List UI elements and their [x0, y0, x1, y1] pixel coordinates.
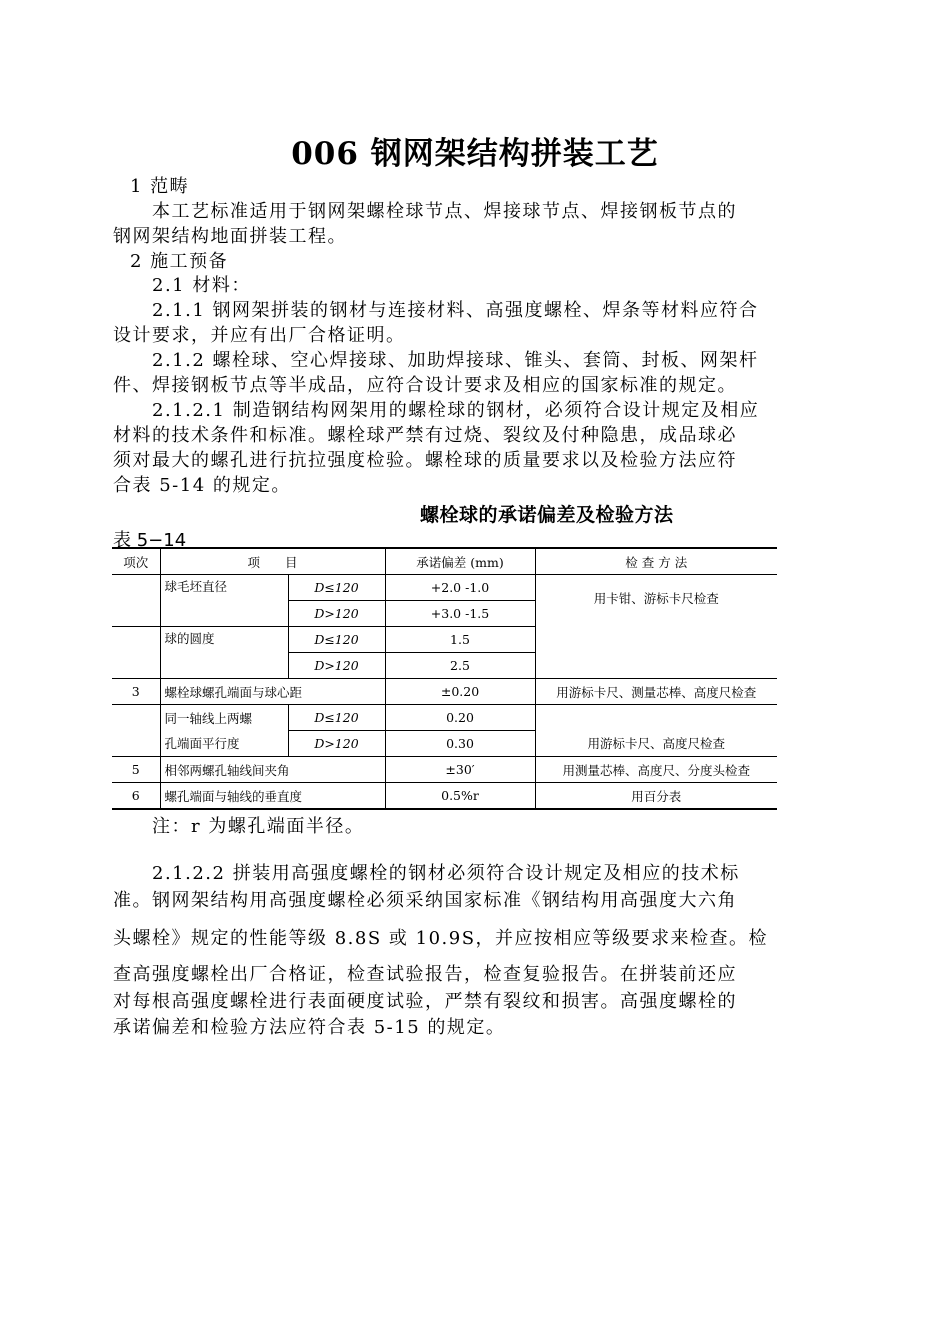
table-cell: 用百分表 [535, 783, 777, 810]
table-cell [112, 575, 160, 627]
table-cell [112, 627, 160, 679]
document-title: 006 钢网架结构拼装工艺 [291, 136, 659, 172]
paragraph-line: 对每根高强度螺栓进行表面硬度试验，严禁有裂纹和损害。高强度螺栓的 [113, 991, 737, 1012]
table-row [112, 757, 777, 783]
paragraph-line: 头螺栓》规定的性能等级 8.8S 或 10.9S，并应按相应等级要求来检查。检 [113, 928, 769, 949]
table-cell: 用游标卡尺、高度尺检查 [535, 705, 777, 757]
paragraph-line: 准。钢网架结构用高强度螺栓必须采纳国家标准《钢结构用高强度大六角 [113, 890, 737, 911]
header-cell: 项 目 [160, 548, 385, 575]
table-cell: 球的圆度 [160, 627, 288, 679]
table-cell: 用卡钳、游标卡尺检查 [535, 575, 777, 679]
table-cell: ±30′ [385, 757, 535, 783]
subsection-heading: 2.1 材料： [152, 275, 251, 296]
table-number: 表 5−14 [113, 530, 187, 551]
table-cell: 0.30 [385, 731, 535, 757]
table-row [112, 705, 777, 731]
table-cell: ±0.20 [385, 679, 535, 705]
paragraph-line: 合表 5-14 的规定。 [113, 475, 291, 496]
paragraph-line: 件、焊接钢板节点等半成品，应符合设计要求及相应的国家标准的规定。 [113, 375, 737, 396]
table-cell: D≤120 [288, 705, 385, 731]
table-cell: +3.0 -1.5 [385, 601, 535, 627]
paragraph-line: 本工艺标准适用于钢网架螺栓球节点、焊接球节点、焊接钢板节点的 [152, 201, 737, 222]
table-cell: 用测量芯棒、高度尺、分度头检查 [535, 757, 777, 783]
paragraph-line: 材料的技术条件和标准。螺栓球严禁有过烧、裂纹及付种隐患，成品球必 [113, 425, 737, 446]
table-cell: 1.5 [385, 627, 535, 653]
table-cell: 5 [112, 757, 160, 783]
table-cell: 同一轴线上两螺 [160, 705, 288, 731]
table-cell: 球毛坯直径 [160, 575, 288, 627]
header-cell: 项次 [112, 548, 160, 575]
paragraph-line: 承诺偏差和检验方法应符合表 5-15 的规定。 [113, 1017, 506, 1038]
table-row [112, 575, 777, 601]
table-cell: 用游标卡尺、测量芯棒、高度尺检查 [535, 679, 777, 705]
paragraph-line: 设计要求，并应有出厂合格证明。 [113, 325, 406, 346]
table-cell: 6 [112, 783, 160, 810]
table-cell [112, 705, 160, 757]
header-cell: 承诺偏差 (mm) [385, 548, 535, 575]
table-cell: 相邻两螺孔轴线间夹角 [160, 757, 385, 783]
paragraph-line: 须对最大的螺孔进行抗拉强度检验。螺栓球的质量要求以及检验方法应符 [113, 450, 737, 471]
table-note: 注：r 为螺孔端面半径。 [152, 816, 365, 837]
paragraph-line: 2.1.2 螺栓球、空心焊接球、加助焊接球、锥头、套筒、封板、网架杆 [152, 350, 759, 371]
table-cell: D>120 [288, 601, 385, 627]
section-heading-2: 2 施工预备 [130, 251, 229, 272]
table-cell: 螺栓球螺孔端面与球心距 [160, 679, 385, 705]
paragraph-line: 查高强度螺栓出厂合格证，检查试验报告，检查复验报告。在拼装前还应 [113, 964, 737, 985]
table-cell: 3 [112, 679, 160, 705]
table-cell: 2.5 [385, 653, 535, 679]
paragraph-line: 2.1.2.2 拼装用高强度螺栓的钢材必须符合设计规定及相应的技术标 [152, 863, 740, 884]
table-cell: D≤120 [288, 627, 385, 653]
table-row [112, 783, 777, 810]
paragraph-line: 钢网架结构地面拼装工程。 [113, 226, 347, 247]
paragraph-line: 2.1.1 钢网架拼装的钢材与连接材料、高强度螺栓、焊条等材料应符合 [152, 300, 759, 321]
tolerance-table [112, 547, 777, 810]
table-cell: D>120 [288, 653, 385, 679]
header-cell: 检 查 方 法 [535, 548, 777, 575]
table-cell: D≤120 [288, 575, 385, 601]
table-header-row [112, 548, 777, 575]
section-heading-1: 1 范畴 [130, 176, 190, 197]
table-caption: 螺栓球的承诺偏差及检验方法 [420, 504, 674, 526]
table-cell: 螺孔端面与轴线的垂直度 [160, 783, 385, 810]
table-cell: D>120 [288, 731, 385, 757]
table-row [112, 679, 777, 705]
table-cell: 0.20 [385, 705, 535, 731]
paragraph-line: 2.1.2.1 制造钢结构网架用的螺栓球的钢材，必须符合设计规定及相应 [152, 400, 760, 421]
table-cell: +2.0 -1.0 [385, 575, 535, 601]
table-cell: 0.5%r [385, 783, 535, 810]
table-cell: 孔端面平行度 [160, 731, 288, 757]
